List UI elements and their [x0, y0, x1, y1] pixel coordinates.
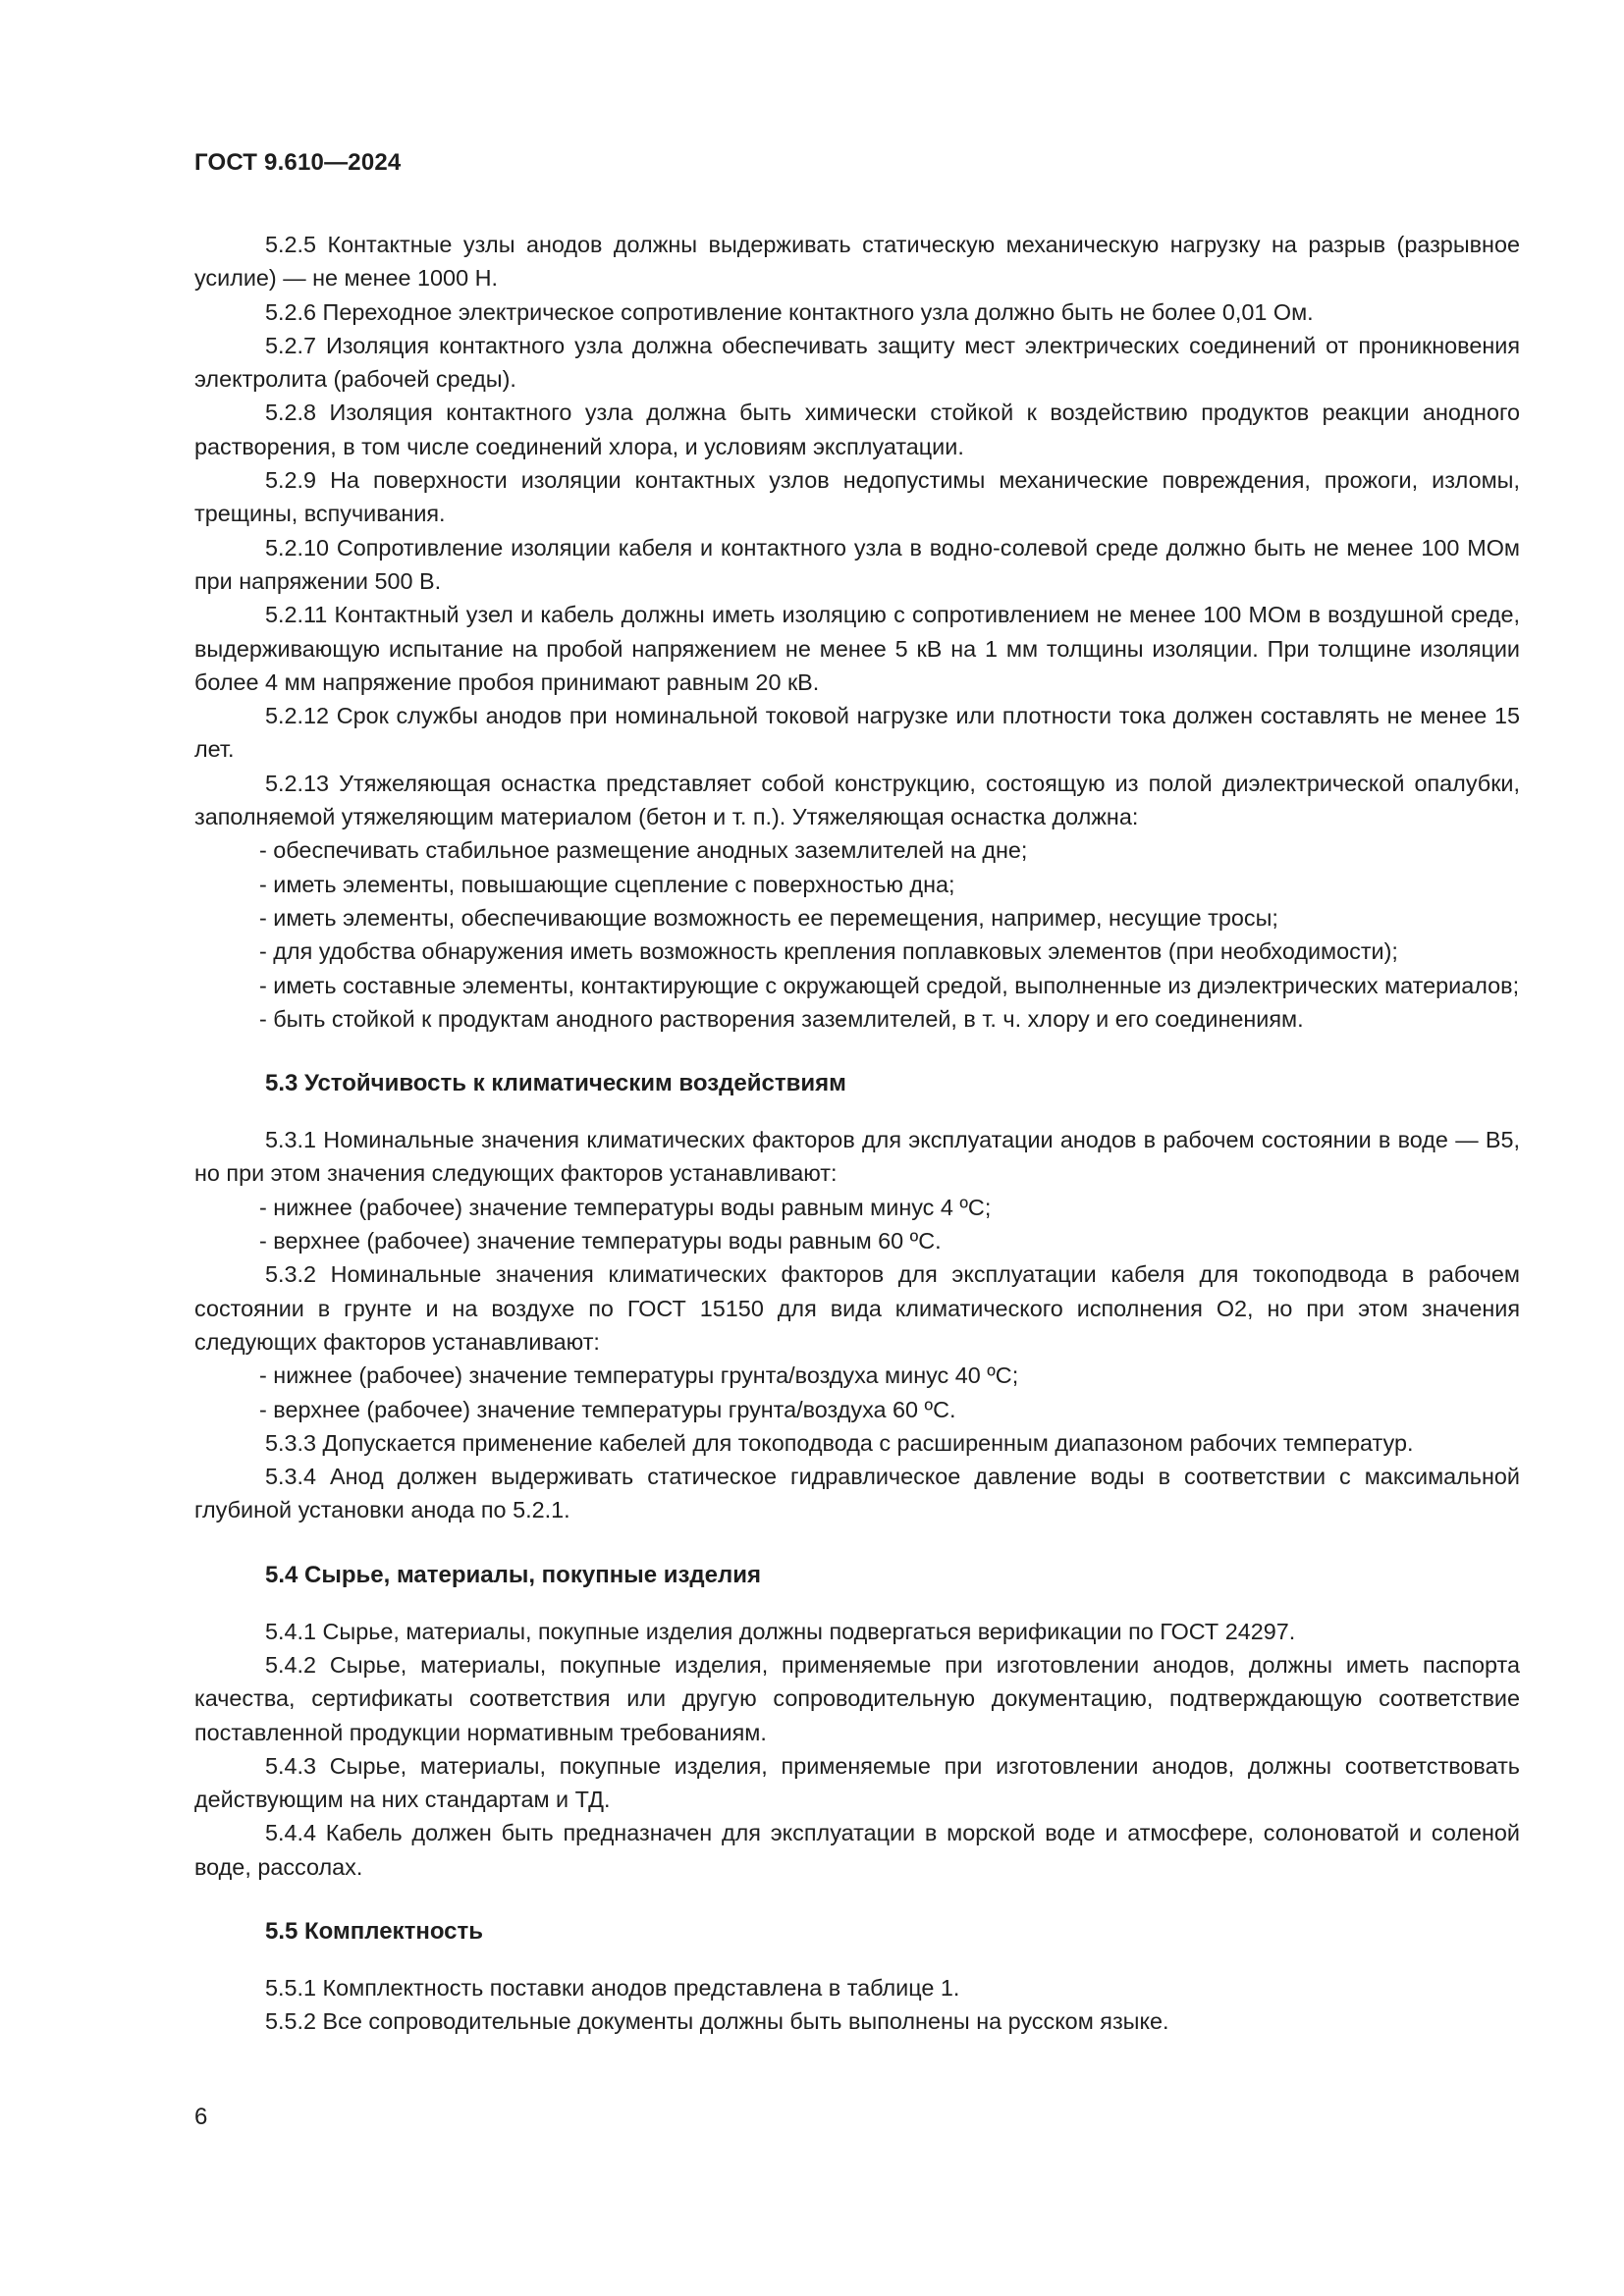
paragraph-5-2-13: 5.2.13 Утяжеляющая оснастка представляет собой конструкцию, состоящую из полой диэлектрической опалубки, заполняемой утяжеляющим материалом (бетон и т. п.). Утяжеляющая оснастка должна: [194, 770, 1520, 830]
paragraph-5-2-8: 5.2.8 Изоляция контактного узла должна быть химически стойкой к воздействию продуктов реакции анодного растворения, в том числе соединений хлора, и условиям эксплуатации. [194, 400, 1520, 459]
paragraph-5-2-10: 5.2.10 Сопротивление изоляции кабеля и контактного узла в водно-солевой среде должно быть не менее 100 МОм при напряжении 500 В. [194, 534, 1520, 594]
list-item: - верхнее (рабочее) значение температуры воды равным 60 ºС. [259, 1228, 942, 1255]
paragraph-5-3-3: 5.3.3 Допускается применение кабелей для токоподвода с расширенным диапазоном рабочих температур. [265, 1429, 1414, 1456]
section-heading-5-5: 5.5 Комплектность [265, 1918, 484, 1946]
list-item: - быть стойкой к продуктам анодного растворения заземлителей, в т. ч. хлору и его соединениям. [259, 1005, 1304, 1032]
list-item: - обеспечивать стабильное размещение анодных заземлителей на дне; [259, 837, 1028, 864]
paragraph-5-2-11: 5.2.11 Контактный узел и кабель должны иметь изоляцию с сопротивлением не менее 100 МОм в воздушной среде, выдерживающую испытание на пробой напряжением не менее 5 кВ на 1 мм толщины изоляции. При толщине изоляции более 4 мм напряжение пробоя принимают равным 20 кВ. [194, 602, 1520, 695]
paragraph-5-2-6: 5.2.6 Переходное электрическое сопротивление контактного узла должно быть не более 0,01 Ом. [265, 298, 1314, 325]
paragraph-5-2-9: 5.2.9 На поверхности изоляции контактных узлов недопустимы механические повреждения, прожоги, изломы, трещины, вспучивания. [194, 467, 1520, 527]
list-item: - иметь элементы, обеспечивающие возможность ее перемещения, например, несущие тросы; [259, 904, 1278, 931]
section-heading-5-3: 5.3 Устойчивость к климатическим воздействиям [265, 1070, 846, 1097]
list-item: - для удобства обнаружения иметь возможность крепления поплавковых элементов (при необходимости); [259, 938, 1398, 965]
paragraph-5-4-2: 5.4.2 Сырье, материалы, покупные изделия, применяемые при изготовлении анодов, должны иметь паспорта качества, сертификаты соответствия или другую сопроводительную документацию, подтверждающую соответствие поставленной продукции нормативным требованиям. [194, 1651, 1520, 1745]
page-number: 6 [194, 2104, 208, 2130]
paragraph-5-5-1: 5.5.1 Комплектность поставки анодов представлена в таблице 1. [265, 1975, 960, 2002]
paragraph-5-3-2: 5.3.2 Номинальные значения климатических факторов для эксплуатации кабеля для токоподвода в рабочем состоянии в грунте и на воздухе по ГОСТ 15150 для вида климатического исполнения О2, но при этом значения следующих факторов устанавливают: [194, 1261, 1520, 1355]
document-header: ГОСТ 9.610—2024 [194, 149, 402, 176]
list-item: - нижнее (рабочее) значение температуры воды равным минус 4 ºС; [259, 1194, 992, 1220]
section-heading-5-4: 5.4 Сырье, материалы, покупные изделия [265, 1561, 761, 1588]
paragraph-5-2-5: 5.2.5 Контактные узлы анодов должны выдерживать статическую механическую нагрузку на разрыв (разрывное усилие) — не менее 1000 Н. [194, 232, 1520, 292]
paragraph-5-2-12: 5.2.12 Срок службы анодов при номинальной токовой нагрузке или плотности тока должен составлять не менее 15 лет. [194, 703, 1520, 763]
list-item: - иметь составные элементы, контактирующие с окружающей средой, выполненные из диэлектрических материалов; [259, 972, 1520, 998]
paragraph-5-4-3: 5.4.3 Сырье, материалы, покупные изделия, применяемые при изготовлении анодов, должны соответствовать действующим на них стандартам и ТД. [194, 1752, 1520, 1813]
document-body [194, 228, 1520, 2039]
paragraph-5-3-4: 5.3.4 Анод должен выдерживать статическое гидравлическое давление воды в соответствии с максимальной глубиной установки анода по 5.2.1. [194, 1464, 1520, 1523]
paragraph-5-4-4: 5.4.4 Кабель должен быть предназначен для эксплуатации в морской воде и атмосфере, солоноватой и соленой воде, рассолах. [194, 1820, 1520, 1880]
list-item: - иметь элементы, повышающие сцепление с поверхностью дна; [259, 871, 955, 897]
list-item: - нижнее (рабочее) значение температуры грунта/воздуха минус 40 ºС; [259, 1362, 1019, 1389]
paragraph-5-3-1: 5.3.1 Номинальные значения климатических факторов для эксплуатации анодов в рабочем состоянии в воде — В5, но при этом значения следующих факторов устанавливают: [194, 1127, 1520, 1187]
paragraph-5-4-1: 5.4.1 Сырье, материалы, покупные изделия должны подвергаться верификации по ГОСТ 24297. [265, 1618, 1296, 1644]
paragraph-5-5-2: 5.5.2 Все сопроводительные документы должны быть выполнены на русском языке. [265, 2008, 1169, 2035]
paragraph-5-2-7: 5.2.7 Изоляция контактного узла должна обеспечивать защиту мест электрических соединений от проникновения электролита (рабочей среды). [194, 332, 1520, 393]
list-item: - верхнее (рабочее) значение температуры грунта/воздуха 60 ºС. [259, 1396, 956, 1422]
